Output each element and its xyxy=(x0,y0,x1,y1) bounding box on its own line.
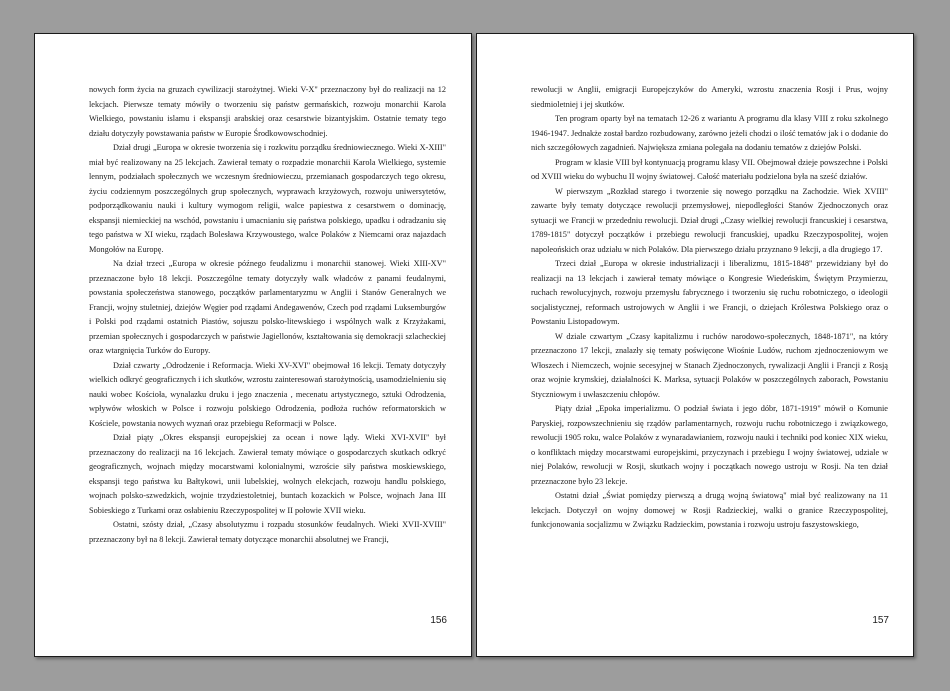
paragraph: Dział czwarty „Odrodzenie i Reformacja. Wieki XV-XVI" obejmował 16 lekcji. Tematy dotyczyły wielkich odkryć geograficznych i ich skutków, wzrostu zainteresowań starożytnością, usamodzielnieniu się nauki wobec Kościoła, wynalazku druku i jego znaczenia , mecenatu artystycznego, sztuki Odrodzenia, wpływów włoskich w Polsce i rozwoju polskiego Odrodzenia, podłoża ruchów reformatorskich w Kościele, powstania nowych wyznań oraz przebiegu Reformacji w Polsce. xyxy=(89,360,446,428)
paragraph: Na dział trzeci „Europa w okresie późnego feudalizmu i monarchii stanowej. Wieki XIII-XV" przeznaczone było 18 lekcji. Poszczególne tematy dotyczyły walk władców z panami feudalnymi, powstania społeczeństwa stanowego, początków parlamentaryzmu w Anglii i Stanów Generalnych we Francji, wojny stuletniej, dziejów Węgier pod rządami Andegawenów, Czech pod rządami Luksemburgów i Polski pod rządami ostatnich Piastów, sojuszu polsko-litewskiego i wspólnych walk z Krzyżakami, przemian społecznych i gospodarczych w państwie Jagiellonów, kształtowania się demokracji szlacheckiej oraz wtargnięcia Turków do Europy. xyxy=(89,259,446,355)
paragraph: W dziale czwartym „Czasy kapitalizmu i ruchów narodowo-społecznych, 1848-1871", na który przeznaczono 17 lekcji, znalazły się tematy poświęcone Wiośnie Ludów, ruchom zjednoczeniowym we Włoszech i Niemczech, wojnie secesyjnej w Stanach Zjednoczonych, rywalizacji Anglii i Francji z Rosją oraz wojnie krymskiej, działalności K. Marksa, sytuacji Polaków w poszczególnych zaborach, Powstaniu Styczniowym i uwłaszczeniu chłopów. xyxy=(531,331,888,399)
paragraph: nowych form życia na gruzach cywilizacji starożytnej. Wieki V-X" przeznaczony był do realizacji na 12 lekcjach. Pierwsze tematy mówiły o tworzeniu się państw germańskich, rozwoju monarchii Karola Wielkiego, powstaniu islamu i ekspansji arabskiej oraz cesarstwie bizantyjskim. Ostatnie tematy tego działu dotyczyły powstawania państw w Europie Środkowowschodniej. xyxy=(89,85,446,138)
left-page xyxy=(34,33,472,657)
right-page-text xyxy=(531,83,888,533)
paragraph: Ostatni dział „Świat pomiędzy pierwszą a drugą wojną światową" miał być realizowany na 11 lekcjach. Dotyczył on wojny domowej w Rosji Radzieckiej, walki o granice Rzeczypospolitej, funkcjonowania socjalizmu w Związku Radzieckim, powstania i rozwoju ustroju faszystowskiego, xyxy=(531,491,888,529)
paragraph: Ten program oparty był na tematach 12-26 z wariantu A programu dla klasy VIII z roku szkolnego 1946-1947. Jednakże został bardzo rozbudowany, zarówno jeżeli chodzi o ilość tematów jak i o dodanie do nich szczegółowych zagadnień. Największa zmiana polegała na dodaniu tematów z dziejów Polski. xyxy=(531,114,888,152)
left-page-text xyxy=(89,83,446,547)
paragraph: Trzeci dział „Europa w okresie industrializacji i liberalizmu, 1815-1848" przewidziany był do realizacji na 13 lekcjach i zawierał tematy mówiące o Kongresie Wiedeńskim, Świętym Przymierzu, ruchach rewolucyjnych, rozwoju przemysłu fabrycznego i tworzeniu się ruchu robotniczego, o ideologii socjalistycznej, reformach ustrojowych w Anglii i we Francji, o dziejach Królestwa Polskiego oraz o Powstaniu Listopadowym. xyxy=(531,259,888,326)
page-number-right: 157 xyxy=(872,615,889,626)
page-number-left: 156 xyxy=(430,615,447,626)
paragraph: rewolucji w Anglii, emigracji Europejczyków do Ameryki, wzrostu znaczenia Rosji i Prus, wojny siedmioletniej i jej skutków. xyxy=(531,85,888,109)
paragraph: Dział piąty „Okres ekspansji europejskiej za ocean i nowe lądy. Wieki XVI-XVII" był przeznaczony do realizacji na 16 lekcjach. Zawierał tematy mówiące o gospodarczych skutkach odkryć geograficznych, wojnach między mocarstwami kolonialnymi, wzroście siły państwa moskiewskiego, ekspansji tego państwa ku Bałtykowi, unii lubelskiej, wolnych elekcjach, rozwoju handlu polskiego, wojnach polsko-szwedzkich, wojnie trzydziestoletniej, buntach kozackich w Polsce, wojnach Jana III Sobieskiego z Turkami oraz osłabieniu Rzeczypospolitej w II połowie XVII wieku. xyxy=(89,433,446,515)
paragraph: Piąty dział „Epoka imperializmu. O podział świata i jego dóbr, 1871-1919" mówił o Komunie Paryskiej, rozpowszechnieniu się rządów parlamentarnych, rozwoju ruchu robotniczego i związkowego, rewolucji 1905 roku, walce Polaków z wynaradawianiem, rozwoju nauki i techniki pod koniec XIX wieku, o konfliktach między mocarstwami europejskimi, przyczynach i przebiegu I wojny światowej, udziale w niej Polaków, rewolucji w Rosji, skutkach wojny i początkach nowego ustroju w Rosji. Na ten dział przeznaczone było 23 lekcje. xyxy=(531,404,888,486)
paragraph: Dział drugi „Europa w okresie tworzenia się i rozkwitu porządku średniowiecznego. Wieki X-XIII" miał być realizowany na 25 lekcjach. Zawierał tematy o rozpadzie monarchii Karola Wielkiego, systemie lennym, podziałach społecznych we wczesnym średniowieczu, przemianach gospodarczych tego okresu, życiu codziennym poszczególnych grup społecznych, wyprawach krzyżowych, rozwoju uniwersytetów, podporządkowaniu nauki i kultury wymogom religii, walce papiestwa z cesarstwem o dominację, ekspansji niemieckiej na wschód, powstaniu i umacnianiu się państwa polskiego, upadku i odradzaniu się tego państwa w XI wieku, rządach Bolesława Krzywoustego, walce Polaków z Niemcami oraz najazdach Mongołów na Europę. xyxy=(89,143,446,254)
right-page xyxy=(476,33,914,657)
paragraph: W pierwszym „Rozkład starego i tworzenie się nowego porządku na Zachodzie. Wiek XVIII" zawarte były tematy dotyczące rewolucji przemysłowej, niepodległości Stanów Zjednoczonych oraz sytuacji we Francji w przededniu rewolucji. Dział drugi „Czasy wielkiej rewolucji francuskiej i cesarstwa, 1789-1815" dotyczył początków i przebiegu rewolucji francuskiej, upadku Rzeczypospolitej, wojen napoleońskich oraz udziału w nich Polaków. Dla pierwszego działu przyznano 9 lekcji, a dla drugiego 17. xyxy=(531,186,888,254)
paragraph: Ostatni, szósty dział, „Czasy absolutyzmu i rozpadu stosunków feudalnych. Wieki XVII-XVIII" przeznaczony był na 8 lekcji. Zawierał tematy dotyczące monarchii absolutnej we Francji, xyxy=(89,520,446,544)
paragraph: Program w klasie VIII był kontynuacją programu klasy VII. Obejmował dzieje powszechne i Polski od XVIII wieku do wybuchu II wojny światowej. Całość materiału podzielona była na sześć działów. xyxy=(531,157,888,181)
